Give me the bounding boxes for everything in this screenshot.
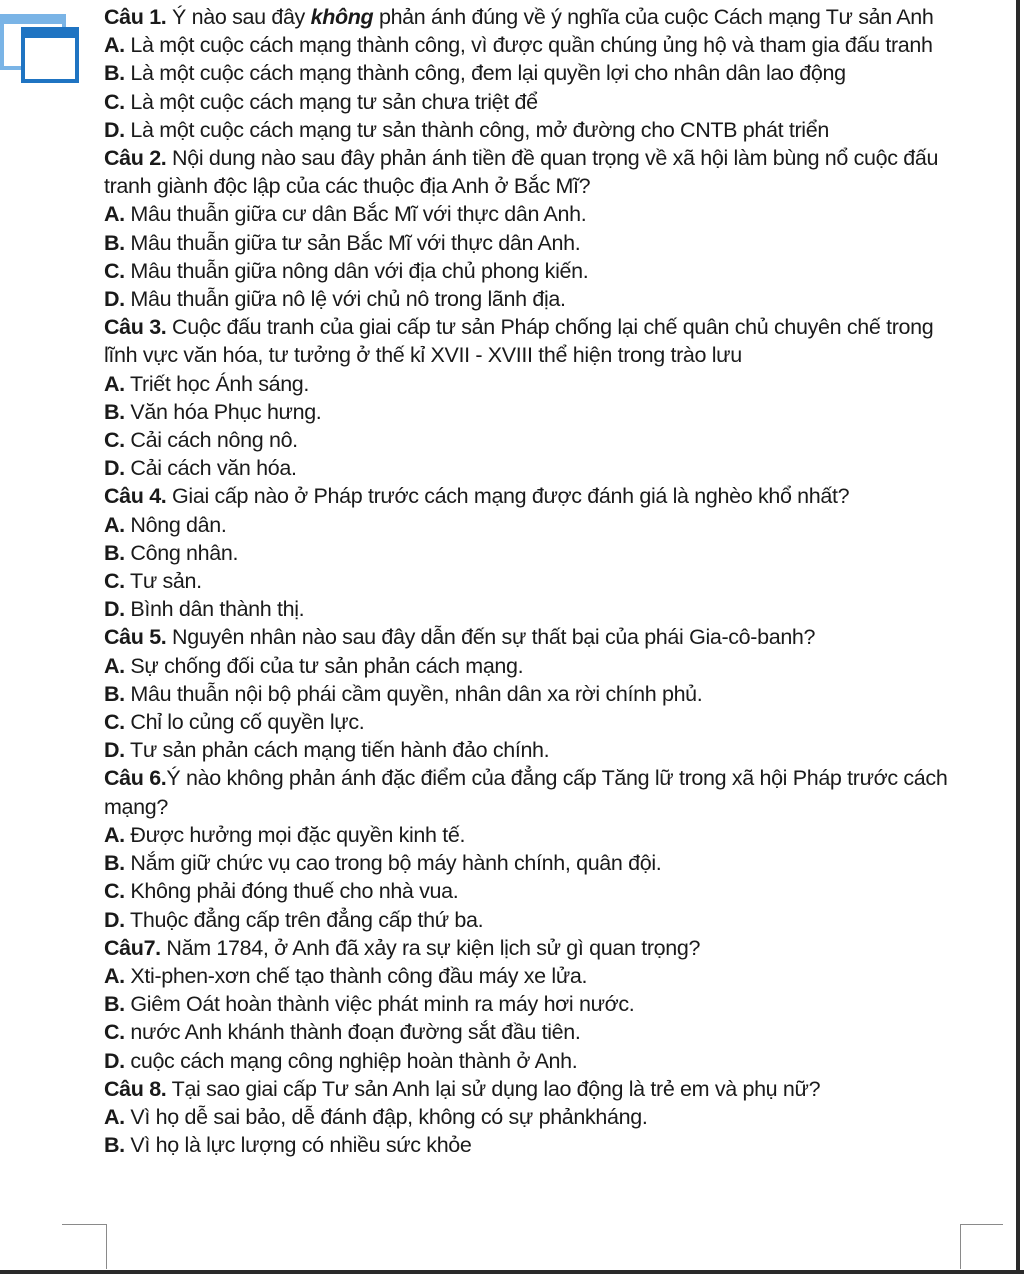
option-letter: B. xyxy=(104,1133,125,1158)
question-text: Nguyên nhân nào sau đây dẫn đến sự thất bại của phái Gia-cô-banh? xyxy=(166,625,816,650)
option-letter: B. xyxy=(104,681,125,706)
answer-option xyxy=(104,821,964,849)
option-letter: C. xyxy=(104,1020,125,1045)
option-letter: C. xyxy=(104,710,125,735)
option-text: Mâu thuẫn giữa cư dân Bắc Mĩ với thực dân Anh. xyxy=(124,202,587,227)
option-text: Nông dân. xyxy=(124,512,227,537)
answer-option xyxy=(104,1047,964,1075)
option-letter: D. xyxy=(104,1048,125,1073)
option-letter: A. xyxy=(104,512,125,537)
question-number: Câu 2. xyxy=(104,146,167,171)
answer-option xyxy=(104,708,964,736)
option-text: cuộc cách mạng công nghiệp hoàn thành ở Anh. xyxy=(124,1048,578,1073)
question-text: Năm 1784, ở Anh đã xảy ra sự kiện lịch sử gì quan trọng? xyxy=(160,935,701,960)
option-text: Mâu thuẫn giữa tư sản Bắc Mĩ với thực dân Anh. xyxy=(124,230,581,255)
page-corner-mark-left xyxy=(62,1224,107,1269)
option-text: Chỉ lo củng cố quyền lực. xyxy=(124,710,365,735)
answer-option xyxy=(104,31,964,59)
question-number: Câu7. xyxy=(104,935,161,960)
option-text: Giêm Oát hoàn thành việc phát minh ra máy hơi nước. xyxy=(124,992,635,1017)
answer-option xyxy=(104,370,964,398)
option-text: Mâu thuẫn giữa nô lệ với chủ nô trong lãnh địa. xyxy=(124,287,566,312)
option-letter: A. xyxy=(104,33,125,58)
answer-option xyxy=(104,116,964,144)
page-bottom-border xyxy=(0,1270,1024,1280)
page-edge-border xyxy=(1016,0,1020,1272)
option-letter: C. xyxy=(104,428,125,453)
question-list xyxy=(104,3,964,1159)
option-letter: B. xyxy=(104,540,125,565)
option-letter: C. xyxy=(104,258,125,283)
answer-option xyxy=(104,398,964,426)
question-text: Ý nào không phản ánh đặc điểm của đẳng cấp Tăng lữ trong xã hội Pháp trước cách mạng? xyxy=(104,766,948,819)
option-letter: D. xyxy=(104,907,125,932)
answer-option xyxy=(104,229,964,257)
question-text: Ý nào sau đây xyxy=(166,5,311,29)
option-text: Mâu thuẫn nội bộ phái cầm quyền, nhân dân xa rời chính phủ. xyxy=(124,681,703,706)
option-text: Văn hóa Phục hưng. xyxy=(124,399,322,424)
question-keyword: không xyxy=(310,5,374,29)
question-number: Câu 3. xyxy=(104,315,167,340)
option-letter: B. xyxy=(104,61,125,86)
option-letter: A. xyxy=(104,963,125,988)
question-number: Câu 6. xyxy=(104,766,167,791)
option-text: Sự chống đối của tư sản phản cách mạng. xyxy=(124,653,524,678)
option-letter: B. xyxy=(104,992,125,1017)
question-7 xyxy=(104,934,964,962)
answer-option xyxy=(104,595,964,623)
answer-option xyxy=(104,59,964,87)
answer-option xyxy=(104,511,964,539)
question-text: Cuộc đấu tranh của giai cấp tư sản Pháp chống lại chế quân chủ chuyên chế trong lĩnh vực văn hóa, tư tưởng ở thế kỉ XVII - XVIII thể hiện trong trào lưu xyxy=(104,315,934,368)
option-text: Là một cuộc cách mạng tư sản chưa triệt để xyxy=(124,89,538,114)
window-icon[interactable] xyxy=(0,14,80,84)
answer-option xyxy=(104,426,964,454)
option-letter: D. xyxy=(104,117,125,142)
answer-option xyxy=(104,962,964,990)
answer-option xyxy=(104,990,964,1018)
question-8 xyxy=(104,1075,964,1103)
option-text: Được hưởng mọi đặc quyền kinh tế. xyxy=(124,822,466,847)
option-text: Cải cách nông nô. xyxy=(124,428,298,453)
option-letter: B. xyxy=(104,230,125,255)
question-text: Nội dung nào sau đây phản ánh tiền đề quan trọng về xã hội làm bùng nổ cuộc đấu tranh giành độc lập của các thuộc địa Anh ở Bắc Mĩ? xyxy=(104,146,939,199)
option-letter: D. xyxy=(104,738,125,763)
option-text: Mâu thuẫn giữa nông dân với địa chủ phong kiến. xyxy=(124,258,589,283)
question-number: Câu 4. xyxy=(104,484,167,509)
option-text: Cải cách văn hóa. xyxy=(124,456,297,481)
option-text: Vì họ dễ sai bảo, dễ đánh đập, không có sự phảnkháng. xyxy=(124,1104,648,1129)
answer-option xyxy=(104,680,964,708)
option-text: Xti-phen-xơn chế tạo thành công đầu máy xe lửa. xyxy=(124,963,588,988)
option-letter: A. xyxy=(104,371,125,396)
option-letter: C. xyxy=(104,89,125,114)
question-number: Câu 5. xyxy=(104,625,167,650)
option-letter: A. xyxy=(104,653,125,678)
option-text: Triết học Ánh sáng. xyxy=(124,371,310,396)
answer-option xyxy=(104,454,964,482)
question-text: Giai cấp nào ở Pháp trước cách mạng được đánh giá là nghèo khổ nhất? xyxy=(166,484,850,509)
answer-option xyxy=(104,285,964,313)
question-5 xyxy=(104,623,964,651)
question-1 xyxy=(104,3,964,31)
answer-option xyxy=(104,257,964,285)
answer-option xyxy=(104,1018,964,1046)
option-letter: A. xyxy=(104,202,125,227)
option-text: Là một cuộc cách mạng thành công, vì được quần chúng ủng hộ và tham gia đấu tranh xyxy=(124,33,933,58)
answer-option xyxy=(104,539,964,567)
answer-option xyxy=(104,906,964,934)
option-letter: D. xyxy=(104,597,125,622)
question-4 xyxy=(104,482,964,510)
answer-option xyxy=(104,849,964,877)
question-text: phản ánh đúng về ý nghĩa của cuộc Cách mạng Tư sản Anh xyxy=(373,5,934,29)
option-letter: C. xyxy=(104,569,125,594)
answer-option xyxy=(104,877,964,905)
question-number: Câu 8. xyxy=(104,1076,167,1101)
option-text: Tư sản. xyxy=(124,569,202,594)
option-text: Không phải đóng thuế cho nhà vua. xyxy=(124,879,459,904)
option-text: Thuộc đẳng cấp trên đẳng cấp thứ ba. xyxy=(124,907,484,932)
option-text: Bình dân thành thị. xyxy=(124,597,305,622)
question-3 xyxy=(104,313,964,369)
option-text: Nắm giữ chức vụ cao trong bộ máy hành chính, quân đội. xyxy=(124,851,662,876)
answer-option xyxy=(104,88,964,116)
option-letter: A. xyxy=(104,822,125,847)
answer-option xyxy=(104,652,964,680)
answer-option xyxy=(104,1103,964,1131)
option-letter: C. xyxy=(104,879,125,904)
option-text: Tư sản phản cách mạng tiến hành đảo chính. xyxy=(124,738,550,763)
page-corner-mark-right xyxy=(960,1224,1003,1269)
answer-option xyxy=(104,1131,964,1159)
option-letter: A. xyxy=(104,1104,125,1129)
answer-option xyxy=(104,200,964,228)
question-number: Câu 1. xyxy=(104,5,167,29)
option-letter: B. xyxy=(104,851,125,876)
question-6 xyxy=(104,764,964,820)
option-text: Vì họ là lực lượng có nhiều sức khỏe xyxy=(124,1133,472,1158)
option-letter: D. xyxy=(104,287,125,312)
option-text: Là một cuộc cách mạng tư sản thành công, mở đường cho CNTB phát triển xyxy=(124,117,829,142)
question-2 xyxy=(104,144,964,200)
option-text: nước Anh khánh thành đoạn đường sắt đầu tiên. xyxy=(124,1020,581,1045)
option-letter: B. xyxy=(104,399,125,424)
option-letter: D. xyxy=(104,456,125,481)
option-text: Công nhân. xyxy=(124,540,239,565)
option-text: Là một cuộc cách mạng thành công, đem lại quyền lợi cho nhân dân lao động xyxy=(124,61,846,86)
answer-option xyxy=(104,567,964,595)
question-text: Tại sao giai cấp Tư sản Anh lại sử dụng lao động là trẻ em và phụ nữ? xyxy=(166,1076,821,1101)
answer-option xyxy=(104,736,964,764)
